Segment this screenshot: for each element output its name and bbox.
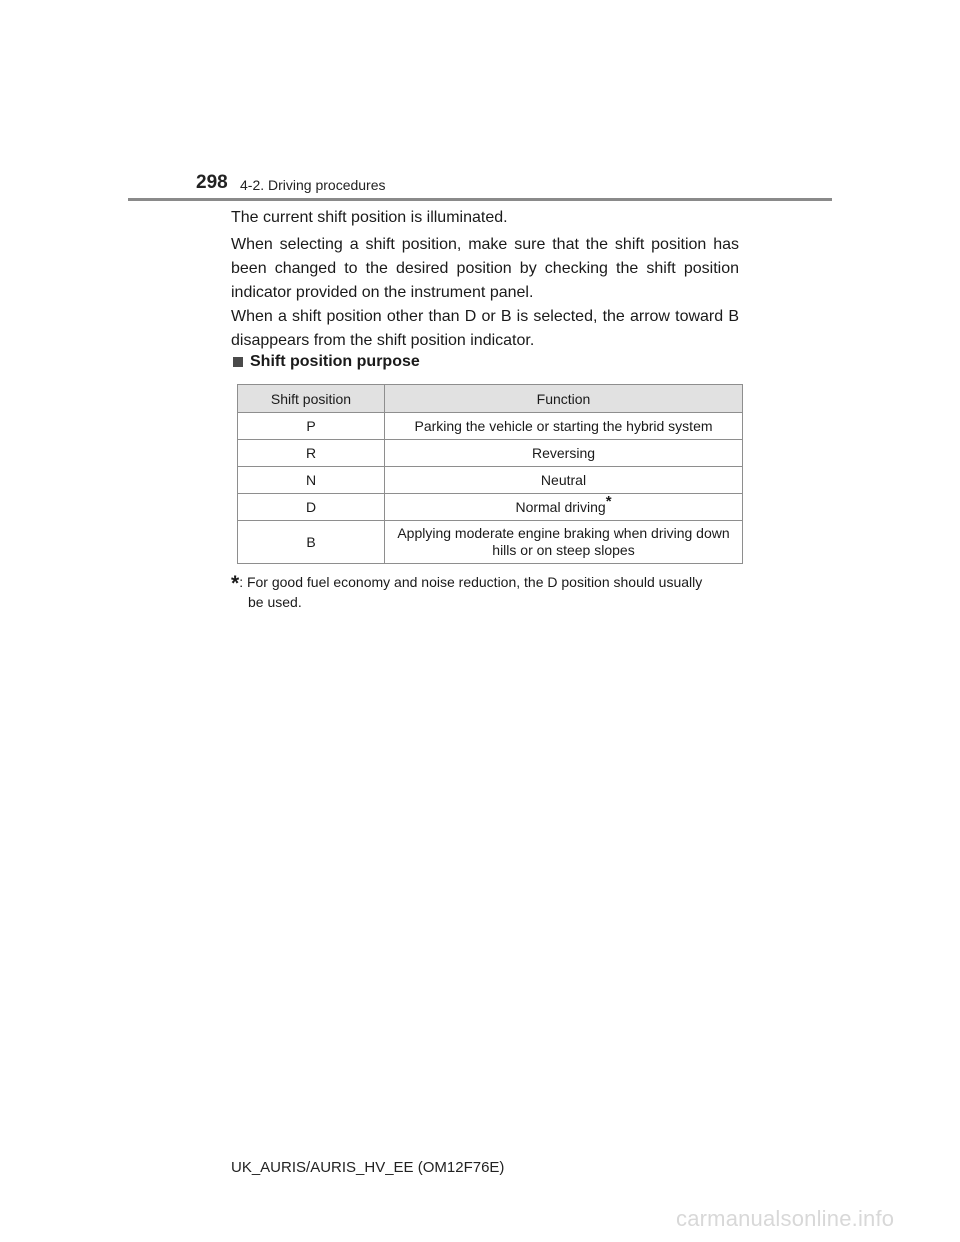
- subheading: [231, 353, 420, 371]
- table-cell-position: D: [238, 494, 385, 521]
- section-title: 4-2. Driving procedures: [240, 177, 386, 193]
- table-cell-function: Reversing: [385, 440, 743, 467]
- table-cell-function-text: Normal driving: [515, 499, 606, 515]
- table-cell-position: N: [238, 467, 385, 494]
- subheading-text: Shift position purpose: [250, 353, 420, 370]
- table-row: [238, 521, 743, 564]
- table-cell-function: Parking the vehicle or starting the hybrid system: [385, 413, 743, 440]
- table-cell-function: Applying moderate engine braking when driving down hills or on steep slopes: [385, 521, 743, 564]
- header-divider: [128, 198, 832, 201]
- document-code: UK_AURIS/AURIS_HV_EE (OM12F76E): [231, 1159, 505, 1176]
- table-cell-position: R: [238, 440, 385, 467]
- table-row: [238, 413, 743, 440]
- table-cell-position: B: [238, 521, 385, 564]
- square-bullet-icon: [233, 357, 243, 367]
- footnote-line-2: be used.: [248, 594, 302, 610]
- table-cell-function: Neutral: [385, 467, 743, 494]
- table-cell-function: [385, 494, 743, 521]
- table-row: [238, 467, 743, 494]
- table-row: [238, 440, 743, 467]
- paragraph-illuminated: The current shift position is illuminated.: [231, 209, 508, 226]
- footnote: [231, 573, 741, 612]
- footnote-line-1: : For good fuel economy and noise reduction, the D position should usually: [239, 574, 703, 590]
- watermark: carmanualsonline.info: [676, 1206, 895, 1231]
- paragraph-selecting: When selecting a shift position, make sure that the shift position has been changed to the desired position by checking the shift position indicator provided on the instrument panel.: [231, 236, 739, 301]
- table-header-shift-position: Shift position: [238, 385, 385, 413]
- shift-position-table: [237, 384, 743, 564]
- footnote-star: *: [231, 572, 240, 595]
- table-header-row: [238, 385, 743, 413]
- table-row: [238, 494, 743, 521]
- footnote-marker: *: [605, 493, 612, 510]
- table-cell-position: P: [238, 413, 385, 440]
- paragraph-arrow: When a shift position other than D or B is selected, the arrow toward B disappears from the shift position indicator.: [231, 308, 739, 349]
- table-header-function: Function: [385, 385, 743, 413]
- page-number: 298: [196, 172, 228, 193]
